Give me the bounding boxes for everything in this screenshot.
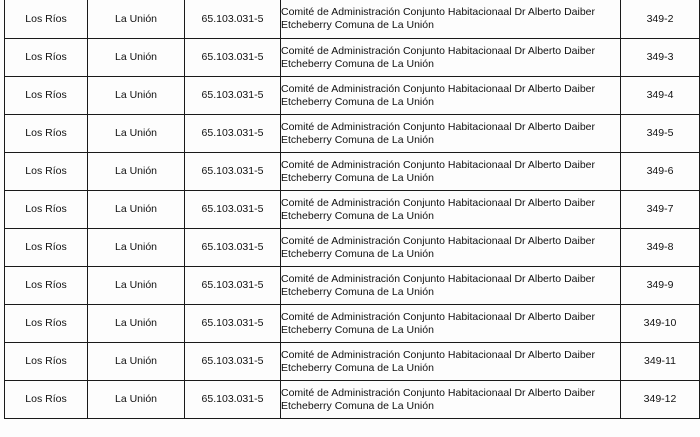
commune-cell: La Unión (88, 39, 185, 77)
rut-cell: 65.103.031-5 (185, 191, 281, 229)
organization-name-line-2: Etcheberry Comuna de La Unión (281, 171, 434, 184)
code-cell: 349-10 (621, 305, 700, 343)
table-row (5, 115, 700, 153)
organization-name-line-1: Comité de Administración Conjunto Habitacionaal Dr Alberto Daiber (281, 44, 595, 57)
table-row (5, 229, 700, 267)
organization-name-line-2: Etcheberry Comuna de La Unión (281, 285, 434, 298)
table-row (5, 191, 700, 229)
organization-name-line-1: Comité de Administración Conjunto Habitacionaal Dr Alberto Daiber (281, 386, 595, 399)
rut-cell: 65.103.031-5 (185, 153, 281, 191)
rut-cell: 65.103.031-5 (185, 0, 281, 39)
organization-name-cell (281, 77, 621, 115)
code-cell: 349-12 (621, 381, 700, 419)
commune-cell: La Unión (88, 77, 185, 115)
rut-cell: 65.103.031-5 (185, 267, 281, 305)
code-cell: 349-3 (621, 39, 700, 77)
commune-cell: La Unión (88, 229, 185, 267)
organization-name-line-1: Comité de Administración Conjunto Habitacionaal Dr Alberto Daiber (281, 120, 595, 133)
table-row (5, 343, 700, 381)
rut-cell: 65.103.031-5 (185, 39, 281, 77)
organization-name-cell (281, 191, 621, 229)
code-cell: 349-6 (621, 153, 700, 191)
organization-name-cell (281, 229, 621, 267)
commune-cell: La Unión (88, 191, 185, 229)
organization-name-cell (281, 305, 621, 343)
region-cell: Los Ríos (5, 153, 88, 191)
rut-cell: 65.103.031-5 (185, 381, 281, 419)
table-row (5, 0, 700, 39)
organization-name-line-1: Comité de Administración Conjunto Habitacionaal Dr Alberto Daiber (281, 348, 595, 361)
code-cell: 349-2 (621, 0, 700, 39)
organization-name-cell (281, 0, 621, 39)
organization-name-line-2: Etcheberry Comuna de La Unión (281, 361, 434, 374)
code-cell: 349-5 (621, 115, 700, 153)
rut-cell: 65.103.031-5 (185, 305, 281, 343)
rut-cell: 65.103.031-5 (185, 77, 281, 115)
table-row (5, 305, 700, 343)
commune-cell: La Unión (88, 115, 185, 153)
rut-cell: 65.103.031-5 (185, 343, 281, 381)
code-cell: 349-4 (621, 77, 700, 115)
organization-name-line-2: Etcheberry Comuna de La Unión (281, 95, 434, 108)
organization-name-cell (281, 153, 621, 191)
commune-cell: La Unión (88, 267, 185, 305)
commune-cell: La Unión (88, 0, 185, 39)
code-cell: 349-8 (621, 229, 700, 267)
organization-name-line-2: Etcheberry Comuna de La Unión (281, 323, 434, 336)
commune-cell: La Unión (88, 343, 185, 381)
table-row (5, 77, 700, 115)
region-cell: Los Ríos (5, 77, 88, 115)
records-table-body (5, 0, 700, 419)
commune-cell: La Unión (88, 305, 185, 343)
organization-name-cell (281, 267, 621, 305)
region-cell: Los Ríos (5, 381, 88, 419)
organization-name-line-1: Comité de Administración Conjunto Habitacionaal Dr Alberto Daiber (281, 196, 595, 209)
organization-name-line-2: Etcheberry Comuna de La Unión (281, 19, 434, 31)
organization-name-line-1: Comité de Administración Conjunto Habitacionaal Dr Alberto Daiber (281, 82, 595, 95)
table-row (5, 381, 700, 419)
table-row (5, 39, 700, 77)
region-cell: Los Ríos (5, 191, 88, 229)
region-cell: Los Ríos (5, 39, 88, 77)
organization-name-cell (281, 115, 621, 153)
organization-name-line-2: Etcheberry Comuna de La Unión (281, 209, 434, 222)
organization-name-line-1: Comité de Administración Conjunto Habitacionaal Dr Alberto Daiber (281, 234, 595, 247)
region-cell: Los Ríos (5, 229, 88, 267)
organization-name-cell (281, 39, 621, 77)
organization-name-cell (281, 381, 621, 419)
commune-cell: La Unión (88, 153, 185, 191)
region-cell: Los Ríos (5, 305, 88, 343)
organization-name-line-2: Etcheberry Comuna de La Unión (281, 133, 434, 146)
table-row (5, 267, 700, 305)
code-cell: 349-11 (621, 343, 700, 381)
rut-cell: 65.103.031-5 (185, 229, 281, 267)
commune-cell: La Unión (88, 381, 185, 419)
code-cell: 349-7 (621, 191, 700, 229)
organization-name-line-2: Etcheberry Comuna de La Unión (281, 399, 434, 412)
rut-cell: 65.103.031-5 (185, 115, 281, 153)
records-table (4, 0, 700, 419)
region-cell: Los Ríos (5, 115, 88, 153)
organization-name-cell (281, 343, 621, 381)
organization-name-line-2: Etcheberry Comuna de La Unión (281, 247, 434, 260)
organization-name-line-1: Comité de Administración Conjunto Habitacionaal Dr Alberto Daiber (281, 158, 595, 171)
region-cell: Los Ríos (5, 267, 88, 305)
organization-name-line-1: Comité de Administración Conjunto Habitacionaal Dr Alberto Daiber (281, 310, 595, 323)
region-cell: Los Ríos (5, 0, 88, 39)
organization-name-line-1: Comité de Administración Conjunto Habitacionaal Dr Alberto Daiber (281, 272, 595, 285)
code-cell: 349-9 (621, 267, 700, 305)
table-row (5, 153, 700, 191)
region-cell: Los Ríos (5, 343, 88, 381)
organization-name-line-2: Etcheberry Comuna de La Unión (281, 57, 434, 70)
organization-name-line-1: Comité de Administración Conjunto Habitacionaal Dr Alberto Daiber (281, 6, 595, 18)
